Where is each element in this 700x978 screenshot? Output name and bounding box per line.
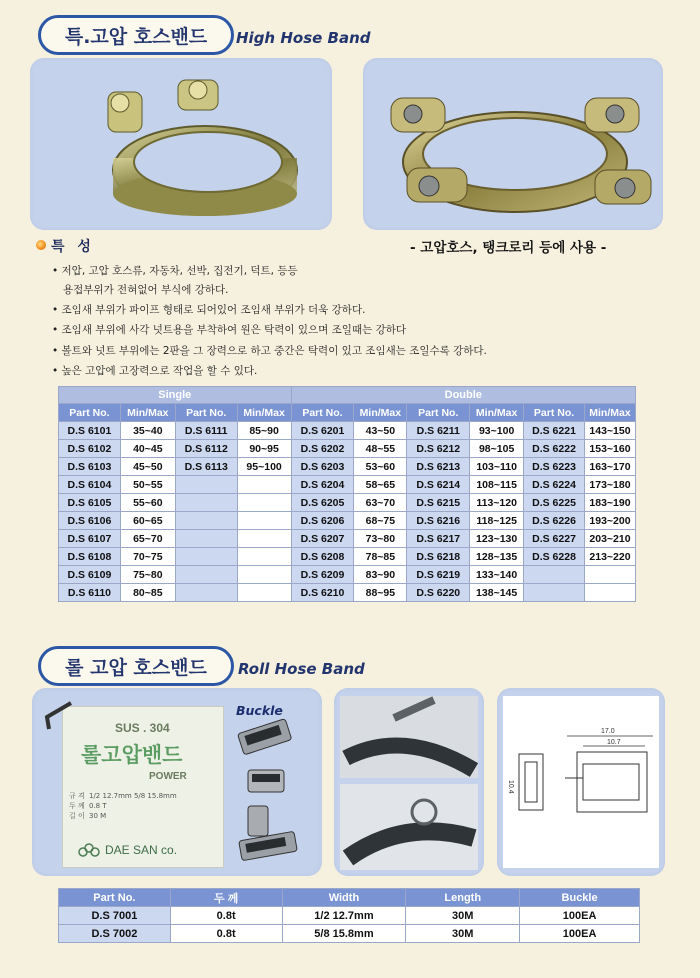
min-max-cell bbox=[237, 512, 291, 530]
spec-label: 두 께 bbox=[69, 802, 85, 810]
buckle-icon bbox=[248, 806, 268, 836]
min-max-cell: 163~170 bbox=[584, 458, 635, 476]
min-max-cell bbox=[584, 566, 635, 584]
min-max-cell: 183~190 bbox=[584, 494, 635, 512]
roll-table bbox=[58, 888, 640, 943]
buckle-cell: 100EA bbox=[520, 907, 640, 925]
section-title-ko: 롤 고압 호스밴드 bbox=[65, 656, 207, 679]
min-max-cell: 50~55 bbox=[120, 476, 175, 494]
part-number-cell: D.S 6212 bbox=[407, 440, 470, 458]
table-row bbox=[59, 494, 636, 512]
col-header-part: Part No. bbox=[59, 404, 121, 422]
photo-single-band-panel bbox=[30, 58, 332, 230]
min-max-cell: 93~100 bbox=[470, 422, 524, 440]
min-max-cell: 68~75 bbox=[354, 512, 407, 530]
min-max-cell bbox=[237, 566, 291, 584]
feature-line: • 볼트와 넛트 부위에는 2판을 그 장력으로 하고 중간은 탁력이 있고 조임새는 조일수록 강하다. bbox=[52, 345, 487, 357]
min-max-cell: 203~210 bbox=[584, 530, 635, 548]
group-header-double: Double bbox=[291, 387, 635, 404]
part-number-cell: D.S 6213 bbox=[407, 458, 470, 476]
table-row bbox=[59, 458, 636, 476]
spec-value: 30 M bbox=[89, 812, 107, 820]
col-header-part: Part No. bbox=[407, 404, 470, 422]
min-max-cell: 35~40 bbox=[120, 422, 175, 440]
part-number-cell: D.S 6113 bbox=[175, 458, 237, 476]
part-number-cell: D.S 6205 bbox=[291, 494, 354, 512]
thickness-cell: 0.8t bbox=[170, 925, 282, 943]
min-max-cell: 63~70 bbox=[354, 494, 407, 512]
min-max-cell: 153~160 bbox=[584, 440, 635, 458]
min-max-cell: 58~65 bbox=[354, 476, 407, 494]
section-title-high-hose-band bbox=[38, 15, 234, 55]
part-number-cell: D.S 6228 bbox=[524, 548, 585, 566]
roll-col-header: Part No. bbox=[59, 889, 171, 907]
buckle-icon bbox=[239, 831, 298, 860]
package-label bbox=[62, 706, 224, 868]
double-hose-band-photo bbox=[363, 58, 663, 230]
dim-label: 10.4 bbox=[507, 780, 514, 794]
section-title-roll-hose-band bbox=[38, 646, 234, 686]
min-max-cell: 48~55 bbox=[354, 440, 407, 458]
part-number-cell: D.S 6223 bbox=[524, 458, 585, 476]
features-bullet-icon bbox=[36, 240, 46, 250]
min-max-cell: 113~120 bbox=[470, 494, 524, 512]
min-max-cell: 213~220 bbox=[584, 548, 635, 566]
min-max-cell: 138~145 bbox=[470, 584, 524, 602]
buckle-technical-drawing bbox=[497, 688, 665, 876]
part-number-cell: D.S 6221 bbox=[524, 422, 585, 440]
min-max-cell bbox=[237, 494, 291, 512]
part-number-cell: D.S 6107 bbox=[59, 530, 121, 548]
table-row bbox=[59, 530, 636, 548]
feature-line: 용접부위가 전혀없어 부식에 강하다. bbox=[63, 284, 229, 296]
spec-label: 길 이 bbox=[69, 812, 85, 820]
part-number-cell bbox=[175, 512, 237, 530]
section-title-en: Roll Hose Band bbox=[238, 660, 365, 678]
buckle-icon bbox=[248, 770, 284, 792]
table-row bbox=[59, 440, 636, 458]
application-photos-panel bbox=[334, 688, 484, 876]
thickness-cell: 0.8t bbox=[170, 907, 282, 925]
min-max-cell: 143~150 bbox=[584, 422, 635, 440]
part-number-cell bbox=[175, 476, 237, 494]
min-max-cell: 103~110 bbox=[470, 458, 524, 476]
part-number-cell: D.S 6222 bbox=[524, 440, 585, 458]
min-max-cell bbox=[237, 530, 291, 548]
min-max-cell: 108~115 bbox=[470, 476, 524, 494]
table-row bbox=[59, 907, 640, 925]
feature-line: • 조임새 부위가 파이프 형태로 되어있어 조임새 부위가 더욱 강하다. bbox=[52, 304, 366, 316]
feature-line: • 높은 고압에 고장력으로 작업을 할 수 있다. bbox=[52, 365, 258, 377]
part-number-cell bbox=[175, 530, 237, 548]
usage-note: - 고압호스, 탱크로리 등에 사용 - bbox=[410, 240, 607, 256]
part-number-cell: D.S 6203 bbox=[291, 458, 354, 476]
part-number-cell: D.S 6216 bbox=[407, 512, 470, 530]
min-max-cell: 78~85 bbox=[354, 548, 407, 566]
photo-double-band-panel bbox=[363, 58, 663, 230]
part-number-cell: D.S 6112 bbox=[175, 440, 237, 458]
spec-label: 규 격 bbox=[69, 792, 85, 800]
min-max-cell: 60~65 bbox=[120, 512, 175, 530]
length-cell: 30M bbox=[406, 925, 520, 943]
min-max-cell: 193~200 bbox=[584, 512, 635, 530]
part-number-cell: D.S 6108 bbox=[59, 548, 121, 566]
min-max-cell: 90~95 bbox=[237, 440, 291, 458]
min-max-cell: 83~90 bbox=[354, 566, 407, 584]
part-number-cell: D.S 6207 bbox=[291, 530, 354, 548]
hook-icon bbox=[41, 699, 81, 739]
dim-label: 10.7 bbox=[607, 739, 621, 746]
part-number-cell: D.S 6211 bbox=[407, 422, 470, 440]
dim-label: 17.0 bbox=[601, 728, 615, 735]
part-number-cell: D.S 6104 bbox=[59, 476, 121, 494]
min-max-cell: 98~105 bbox=[470, 440, 524, 458]
spec-value: 0.8 T bbox=[89, 802, 107, 810]
part-number-cell: D.S 6204 bbox=[291, 476, 354, 494]
part-number-cell: D.S 6224 bbox=[524, 476, 585, 494]
min-max-cell bbox=[237, 548, 291, 566]
part-number-cell: D.S 6202 bbox=[291, 440, 354, 458]
part-number-cell bbox=[175, 494, 237, 512]
part-number-cell: D.S 6111 bbox=[175, 422, 237, 440]
part-number-cell bbox=[175, 566, 237, 584]
part-number-cell: D.S 6105 bbox=[59, 494, 121, 512]
single-hose-band-photo bbox=[30, 58, 332, 230]
min-max-cell: 133~140 bbox=[470, 566, 524, 584]
buckle-icon bbox=[237, 719, 291, 755]
part-number-cell: D.S 6208 bbox=[291, 548, 354, 566]
part-number-cell: D.S 7001 bbox=[59, 907, 171, 925]
part-number-cell: D.S 6209 bbox=[291, 566, 354, 584]
company-logo-icon bbox=[77, 843, 101, 857]
table-row bbox=[59, 548, 636, 566]
package-material: SUS . 304 bbox=[115, 721, 170, 735]
part-number-cell bbox=[524, 566, 585, 584]
part-number-cell: D.S 6201 bbox=[291, 422, 354, 440]
min-max-cell: 123~130 bbox=[470, 530, 524, 548]
package-company: DAE SAN co. bbox=[105, 843, 178, 857]
table-row bbox=[59, 925, 640, 943]
min-max-cell: 128~135 bbox=[470, 548, 524, 566]
package-spec-block bbox=[69, 791, 177, 821]
spec-value: 1/2 12.7mm 5/8 15.8mm bbox=[89, 792, 177, 800]
part-number-cell: D.S 6103 bbox=[59, 458, 121, 476]
col-header-minmax: Min/Max bbox=[120, 404, 175, 422]
min-max-cell: 88~95 bbox=[354, 584, 407, 602]
min-max-cell: 55~60 bbox=[120, 494, 175, 512]
table-row bbox=[59, 476, 636, 494]
part-number-cell: D.S 6102 bbox=[59, 440, 121, 458]
col-header-minmax: Min/Max bbox=[237, 404, 291, 422]
part-number-cell bbox=[524, 584, 585, 602]
table-row bbox=[59, 512, 636, 530]
part-number-cell: D.S 6218 bbox=[407, 548, 470, 566]
part-number-cell: D.S 6106 bbox=[59, 512, 121, 530]
col-header-part: Part No. bbox=[524, 404, 585, 422]
part-number-cell: D.S 6110 bbox=[59, 584, 121, 602]
part-number-cell bbox=[175, 548, 237, 566]
min-max-cell bbox=[237, 584, 291, 602]
col-header-part: Part No. bbox=[291, 404, 354, 422]
group-header-single: Single bbox=[59, 387, 292, 404]
min-max-cell: 75~80 bbox=[120, 566, 175, 584]
col-header-minmax: Min/Max bbox=[470, 404, 524, 422]
col-header-part: Part No. bbox=[175, 404, 237, 422]
part-number-cell: D.S 6220 bbox=[407, 584, 470, 602]
buckle-label: Buckle bbox=[236, 703, 283, 718]
part-number-cell: D.S 6101 bbox=[59, 422, 121, 440]
roll-col-header: Length bbox=[406, 889, 520, 907]
min-max-cell: 43~50 bbox=[354, 422, 407, 440]
part-number-cell: D.S 6219 bbox=[407, 566, 470, 584]
part-number-cell: D.S 6227 bbox=[524, 530, 585, 548]
spec-table bbox=[58, 386, 636, 602]
width-cell: 1/2 12.7mm bbox=[282, 907, 406, 925]
col-header-minmax: Min/Max bbox=[584, 404, 635, 422]
roll-col-header: Buckle bbox=[520, 889, 640, 907]
min-max-cell: 80~85 bbox=[120, 584, 175, 602]
table-row bbox=[59, 584, 636, 602]
part-number-cell: D.S 6225 bbox=[524, 494, 585, 512]
min-max-cell: 40~45 bbox=[120, 440, 175, 458]
features-heading: 특 성 bbox=[51, 239, 95, 255]
table-row bbox=[59, 566, 636, 584]
min-max-cell: 95~100 bbox=[237, 458, 291, 476]
feature-line: • 저압, 고압 호스류, 자동차, 선박, 집전기, 덕트, 등등 bbox=[52, 265, 298, 277]
part-number-cell: D.S 6217 bbox=[407, 530, 470, 548]
part-number-cell: D.S 6215 bbox=[407, 494, 470, 512]
width-cell: 5/8 15.8mm bbox=[282, 925, 406, 943]
min-max-cell: 118~125 bbox=[470, 512, 524, 530]
col-header-minmax: Min/Max bbox=[354, 404, 407, 422]
part-number-cell bbox=[175, 584, 237, 602]
roll-col-header: 두 께 bbox=[170, 889, 282, 907]
part-number-cell: D.S 6210 bbox=[291, 584, 354, 602]
feature-line: • 조임새 부위에 사각 넛트용을 부착하여 원은 탁력이 있으며 조일때는 강하다 bbox=[52, 324, 407, 336]
section-title-en: High Hose Band bbox=[236, 29, 371, 47]
package-brand: POWER bbox=[149, 771, 187, 782]
min-max-cell: 65~70 bbox=[120, 530, 175, 548]
roll-col-header: Width bbox=[282, 889, 406, 907]
drawing-panel bbox=[497, 688, 665, 876]
min-max-cell: 70~75 bbox=[120, 548, 175, 566]
part-number-cell: D.S 6226 bbox=[524, 512, 585, 530]
part-number-cell: D.S 7002 bbox=[59, 925, 171, 943]
buckle-cell: 100EA bbox=[520, 925, 640, 943]
buckle-photos bbox=[234, 718, 314, 868]
application-photos bbox=[334, 688, 484, 876]
min-max-cell bbox=[237, 476, 291, 494]
part-number-cell: D.S 6206 bbox=[291, 512, 354, 530]
part-number-cell: D.S 6109 bbox=[59, 566, 121, 584]
length-cell: 30M bbox=[406, 907, 520, 925]
min-max-cell: 45~50 bbox=[120, 458, 175, 476]
table-row bbox=[59, 422, 636, 440]
package-product-name: 롤고압밴드 bbox=[81, 743, 183, 767]
part-number-cell: D.S 6214 bbox=[407, 476, 470, 494]
min-max-cell: 73~80 bbox=[354, 530, 407, 548]
min-max-cell: 53~60 bbox=[354, 458, 407, 476]
min-max-cell: 173~180 bbox=[584, 476, 635, 494]
min-max-cell bbox=[584, 584, 635, 602]
min-max-cell: 85~90 bbox=[237, 422, 291, 440]
section-title-ko: 특.고압 호스밴드 bbox=[64, 25, 208, 48]
